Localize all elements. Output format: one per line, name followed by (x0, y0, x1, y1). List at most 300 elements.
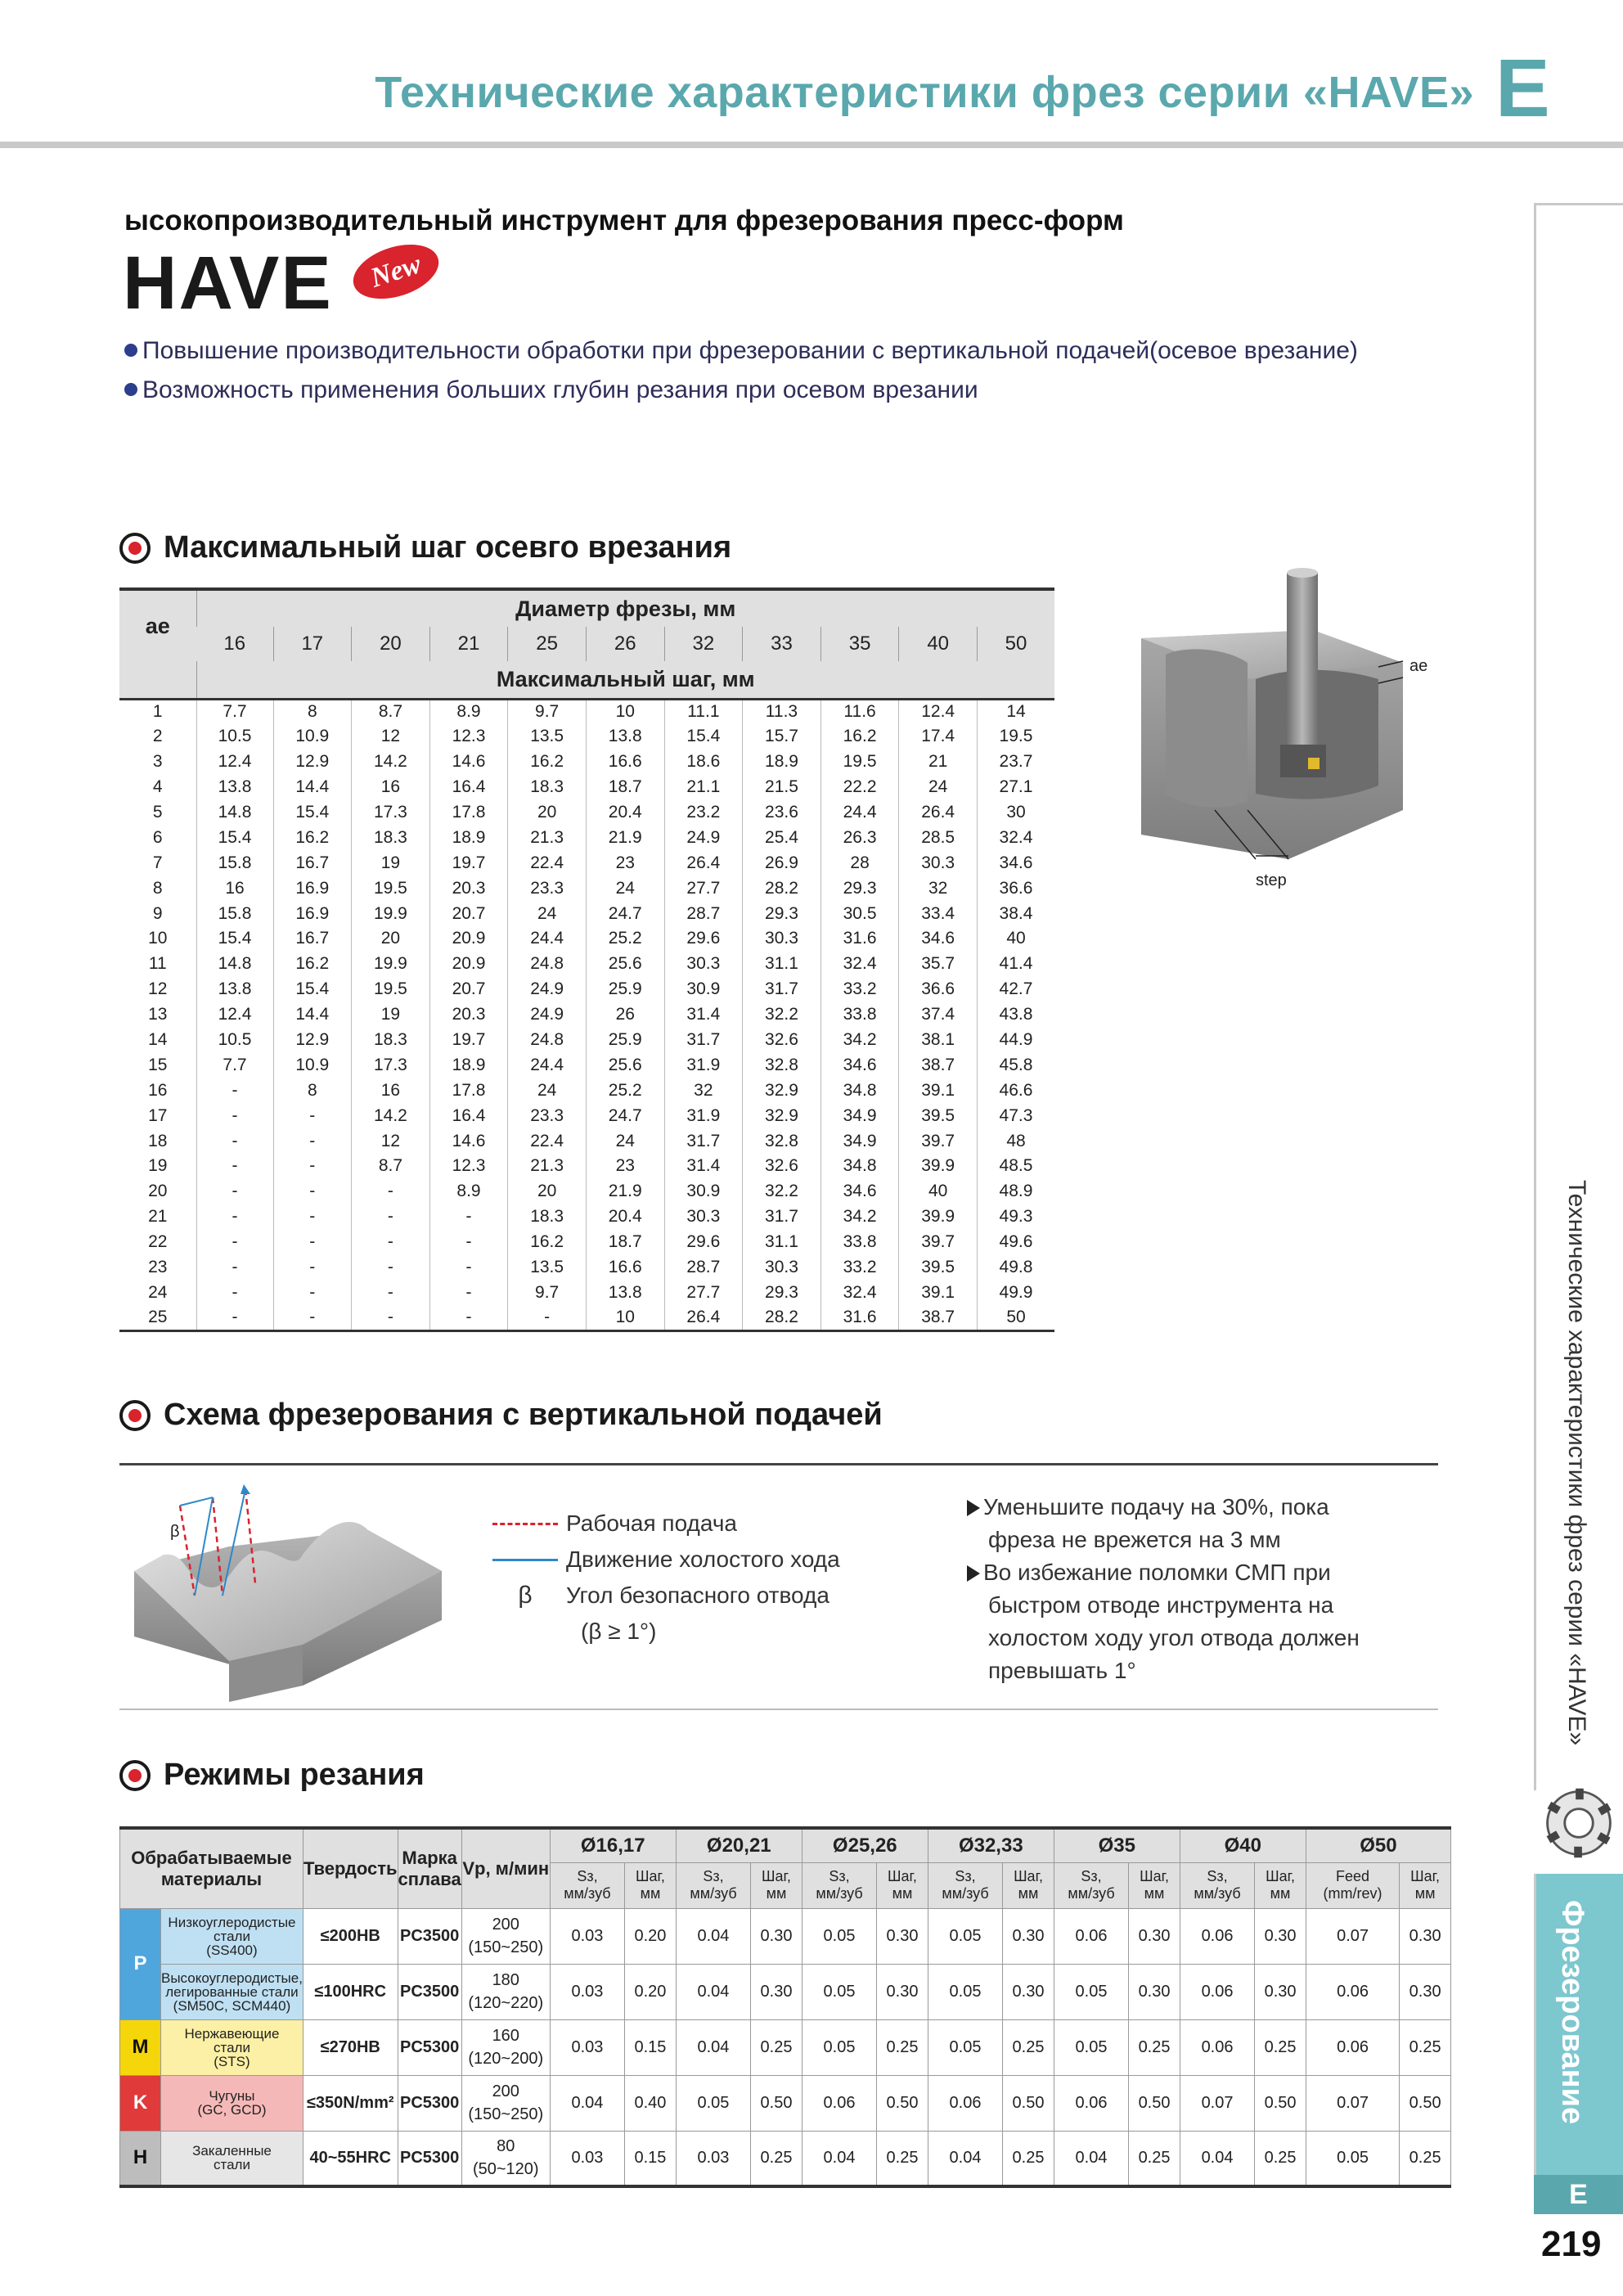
step-value: - (429, 1204, 508, 1230)
ae-value: 7 (152, 853, 163, 872)
diameter-group-header: Ø25,26 (802, 1828, 928, 1862)
table-row (119, 901, 1054, 926)
step-value: 30 (977, 800, 1054, 826)
step-value: 32.8 (743, 1128, 821, 1154)
step-value: 0.50 (1400, 2075, 1451, 2131)
step-value: 38.4 (977, 901, 1054, 926)
step-value: 24.7 (586, 1103, 664, 1128)
step-value: 33.2 (820, 977, 899, 1002)
feature-item: Возможность применения больших глубин резания при осевом врезании (124, 376, 1358, 404)
step-value: 12 (352, 724, 430, 750)
step-value: - (352, 1230, 430, 1255)
feed-value: 0.06 (1180, 1908, 1254, 1964)
step-value: 32.4 (820, 952, 899, 977)
feed-header: Sз, мм/зуб (928, 1862, 1002, 1908)
ae-value: 11 (148, 954, 167, 974)
step-value: 13.8 (196, 775, 273, 800)
step-value: - (429, 1305, 508, 1330)
feed-header: Sз, мм/зуб (676, 1862, 750, 1908)
step-value: 9.7 (508, 1280, 587, 1305)
table-row (119, 699, 1054, 724)
step-value: 37.4 (899, 1002, 978, 1028)
step-value: 10 (586, 699, 664, 724)
hardness-header: Твердость (303, 1828, 398, 1908)
table-row (119, 876, 1054, 901)
step-value: 31.7 (743, 977, 821, 1002)
step-value: 8 (273, 1078, 352, 1103)
diameter-group-header: Ø16,17 (550, 1828, 676, 1862)
step-value: 49.9 (977, 1280, 1054, 1305)
step-value: 16.6 (586, 750, 664, 775)
step-value: 35.7 (899, 952, 978, 977)
step-header: Шаг, мм (1003, 1862, 1054, 1908)
scheme-heading: Схема фрезерования с вертикальной подачей (119, 1398, 883, 1433)
table-row (120, 1908, 1451, 1964)
feed-value: 0.06 (1306, 2019, 1399, 2075)
legend-item-rapid: Движение холостого хода (484, 1542, 840, 1578)
step-header: Шаг, мм (625, 1862, 677, 1908)
step-value: 14.2 (352, 750, 430, 775)
step-value: 32.6 (743, 1028, 821, 1053)
step-value: 19.5 (352, 977, 430, 1002)
step-value: 0.30 (1255, 1908, 1306, 1964)
step-value: 13.8 (586, 1280, 664, 1305)
feed-value: 0.07 (1306, 2075, 1399, 2131)
material-cell: Низкоуглеродистые стали (SS400) (161, 1908, 303, 1964)
material-cell: Закаленные стали (161, 2131, 303, 2186)
step-value: 13.8 (586, 724, 664, 750)
diameter-col-header: 35 (820, 627, 899, 661)
grade-cell: PC5300 (398, 2075, 461, 2131)
feed-value: 0.03 (676, 2131, 750, 2186)
feed-header: Sз, мм/зуб (802, 1862, 876, 1908)
step-value: 31.7 (743, 1204, 821, 1230)
feed-value: 0.05 (928, 1964, 1002, 2019)
feed-value: 0.06 (1180, 1964, 1254, 2019)
step-value: 32.8 (743, 1052, 821, 1078)
step-value: 47.3 (977, 1103, 1054, 1128)
step-value: 49.3 (977, 1204, 1054, 1230)
step-value: - (352, 1280, 430, 1305)
step-value: 28.7 (664, 1255, 743, 1281)
step-value: 26.9 (743, 850, 821, 876)
step-value: 33.4 (899, 901, 978, 926)
step-value: 16 (196, 876, 273, 901)
diameter-col-header: 32 (664, 627, 743, 661)
step-value: 12.3 (429, 1154, 508, 1179)
ae-value: 20 (148, 1182, 168, 1201)
ae-value: 22 (148, 1232, 168, 1252)
step-value: - (273, 1305, 352, 1330)
step-value: 16.4 (429, 1103, 508, 1128)
diameter-header: Диаметр фрезы, мм (196, 589, 1054, 627)
step-value: 0.25 (751, 2019, 803, 2075)
axial-step-illustration (1133, 565, 1428, 900)
triangle-bullet-icon (967, 1500, 980, 1516)
cutting-modes-table (119, 1826, 1451, 2188)
feed-value: 0.05 (802, 2019, 876, 2075)
step-value: 24 (899, 775, 978, 800)
ae-value: 13 (148, 1005, 168, 1024)
scheme-divider (119, 1463, 1438, 1465)
step-value: 30.3 (664, 952, 743, 977)
diameter-col-header: 17 (273, 627, 352, 661)
target-icon (119, 1400, 151, 1431)
diameter-group-header: Ø20,21 (676, 1828, 802, 1862)
feed-value: 0.05 (928, 1908, 1002, 1964)
header-divider (0, 142, 1623, 148)
step-value: 0.30 (1255, 1964, 1306, 2019)
step-value: 34.6 (977, 850, 1054, 876)
step-value: 16.9 (273, 876, 352, 901)
step-value: - (273, 1128, 352, 1154)
table-row (119, 1204, 1054, 1230)
step-value: 32.9 (743, 1078, 821, 1103)
step-value: 31.9 (664, 1103, 743, 1128)
step-value: 43.8 (977, 1002, 1054, 1028)
table-row (119, 724, 1054, 750)
step-header: Шаг, мм (1129, 1862, 1180, 1908)
step-value: 32.6 (743, 1154, 821, 1179)
feed-value: 0.04 (928, 2131, 1002, 2186)
step-value: 38.7 (899, 1052, 978, 1078)
step-value: 40 (899, 1179, 978, 1204)
feed-value: 0.05 (1054, 2019, 1128, 2075)
feed-value: 0.03 (550, 1964, 624, 2019)
step-value: 25.9 (586, 977, 664, 1002)
step-value: 21.9 (586, 825, 664, 850)
step-value: 26.4 (664, 1305, 743, 1330)
section-tab-letter: E (1534, 2175, 1623, 2214)
step-header: Шаг, мм (1400, 1862, 1451, 1908)
step-value: - (429, 1280, 508, 1305)
target-icon (119, 533, 151, 564)
step-value: 23 (586, 1154, 664, 1179)
step-value: - (196, 1305, 273, 1330)
legend-item-feed: Рабочая подача (484, 1506, 840, 1542)
step-value: 21.1 (664, 775, 743, 800)
feed-value: 0.03 (550, 1908, 624, 1964)
feed-value: 0.05 (802, 1908, 876, 1964)
step-value: 26.4 (899, 800, 978, 826)
bullet-icon (124, 344, 137, 357)
table-row (119, 1154, 1054, 1179)
step-value: 34.9 (820, 1103, 899, 1128)
step-value: 28.2 (743, 876, 821, 901)
ae-value: 14 (148, 1030, 168, 1050)
step-value: 32.9 (743, 1103, 821, 1128)
step-value: 39.7 (899, 1230, 978, 1255)
table-row (119, 750, 1054, 775)
diameter-col-header: 40 (899, 627, 978, 661)
step-value: 32 (899, 876, 978, 901)
step-value: 16.6 (586, 1255, 664, 1281)
step-value: 49.6 (977, 1230, 1054, 1255)
material-header: Обрабатываемые материалы (120, 1828, 303, 1908)
feed-value: 0.06 (1054, 1908, 1128, 1964)
step-value: 24 (586, 876, 664, 901)
iso-group-badge: M (120, 2019, 161, 2075)
step-value: 24 (586, 1128, 664, 1154)
hardness-cell: ≤270HB (303, 2019, 398, 2075)
step-value: 16.2 (820, 724, 899, 750)
step-value: 18.3 (508, 1204, 587, 1230)
scheme-bottom-divider (119, 1708, 1438, 1710)
step-value: - (273, 1154, 352, 1179)
step-value: - (196, 1103, 273, 1128)
vp-cell: 200 (150~250) (461, 1908, 550, 1964)
step-value: 0.30 (1003, 1908, 1054, 1964)
step-value: - (196, 1230, 273, 1255)
step-value: 21.5 (743, 775, 821, 800)
feed-value: 0.07 (1180, 2075, 1254, 2131)
step-value: 0.25 (1129, 2131, 1180, 2186)
step-value: 0.25 (1255, 2019, 1306, 2075)
step-value: - (196, 1128, 273, 1154)
step-value: - (196, 1280, 273, 1305)
table-row (119, 850, 1054, 876)
feed-value: 0.06 (1306, 1964, 1399, 2019)
step-value: 0.20 (625, 1964, 677, 2019)
step-value: 16 (352, 775, 430, 800)
step-value: 49.8 (977, 1255, 1054, 1281)
step-value: 38.1 (899, 1028, 978, 1053)
ae-value: 15 (148, 1055, 168, 1074)
target-icon (119, 1760, 151, 1791)
diameter-col-header: 21 (429, 627, 508, 661)
step-value: 18.9 (429, 1052, 508, 1078)
table-row (119, 1305, 1054, 1330)
feed-value: 0.03 (550, 2019, 624, 2075)
ae-value: 23 (148, 1258, 168, 1277)
step-value: 0.50 (877, 2075, 928, 2131)
feed-value: 0.04 (676, 2019, 750, 2075)
feature-item: Повышение производительности обработки при фрезеровании с вертикальной подачей(осевое врезание) (124, 337, 1358, 365)
diameter-col-header: 20 (352, 627, 430, 661)
step-value: 24 (508, 1078, 587, 1103)
step-value: 16.7 (273, 850, 352, 876)
ae-value: 5 (152, 803, 163, 822)
step-value: 39.1 (899, 1280, 978, 1305)
step-value: 16 (352, 1078, 430, 1103)
step-value: 19.5 (977, 724, 1054, 750)
step-value: 18.7 (586, 1230, 664, 1255)
step-value: 30.5 (820, 901, 899, 926)
ae-value: 19 (148, 1156, 168, 1176)
step-value: 0.40 (625, 2075, 677, 2131)
diameter-group-header: Ø32,33 (928, 1828, 1054, 1862)
step-value: 16.2 (508, 750, 587, 775)
step-value: 24.9 (664, 825, 743, 850)
step-value: 14.6 (429, 1128, 508, 1154)
step-value: 7.7 (196, 1052, 273, 1078)
step-value: 15.4 (273, 800, 352, 826)
step-value: 31.1 (743, 1230, 821, 1255)
step-value: 0.30 (751, 1908, 803, 1964)
intro-subtitle: ысокопроизводительный инструмент для фрезерования пресс-форм (124, 205, 1124, 236)
step-value: 18.9 (429, 825, 508, 850)
step-value: 21.3 (508, 825, 587, 850)
step-value: 33.2 (820, 1255, 899, 1281)
step-value: 19 (352, 1002, 430, 1028)
step-value: 0.25 (1003, 2019, 1054, 2075)
step-value: 0.50 (1255, 2075, 1306, 2131)
step-value: 48.5 (977, 1154, 1054, 1179)
step-value: 18.9 (743, 750, 821, 775)
table-row (119, 1028, 1054, 1053)
diameter-col-header: 33 (743, 627, 821, 661)
step-value: 28.7 (664, 901, 743, 926)
vp-cell: 200 (150~250) (461, 2075, 550, 2131)
step-value: 23.7 (977, 750, 1054, 775)
step-value: 20 (508, 800, 587, 826)
step-value: 12.9 (273, 750, 352, 775)
feed-value: 0.05 (802, 1964, 876, 2019)
step-value: 48 (977, 1128, 1054, 1154)
step-value: 20.3 (429, 1002, 508, 1028)
feed-value: 0.04 (1180, 2131, 1254, 2186)
step-value: 24.8 (508, 1028, 587, 1053)
step-value: 16.9 (273, 901, 352, 926)
step-value: 12.4 (899, 699, 978, 724)
ae-value: 25 (119, 1305, 196, 1330)
step-value: 32.4 (977, 825, 1054, 850)
step-value: 15.4 (196, 825, 273, 850)
ae-value: 17 (148, 1105, 168, 1125)
step-value: 44.9 (977, 1028, 1054, 1053)
step-value: 48.9 (977, 1179, 1054, 1204)
section-letter: E (1495, 43, 1550, 134)
step-value: 18.3 (508, 775, 587, 800)
step-value: 39.9 (899, 1204, 978, 1230)
step-value: 25.2 (586, 926, 664, 952)
feed-value: 0.06 (928, 2075, 1002, 2131)
table-row (120, 2131, 1451, 2186)
ae-value: 9 (152, 903, 163, 923)
step-value: 20.4 (586, 1204, 664, 1230)
hardness-cell: ≤350N/mm² (303, 2075, 398, 2131)
step-value: 15.7 (743, 724, 821, 750)
step-value: 36.6 (977, 876, 1054, 901)
beta-label: β (170, 1523, 180, 1541)
step-value: 23.3 (508, 1103, 587, 1128)
step-value: - (429, 1230, 508, 1255)
step-value: 15.4 (664, 724, 743, 750)
ae-label: ae (1409, 657, 1428, 675)
step-value: 30.3 (743, 1255, 821, 1281)
step-header: Шаг, мм (1255, 1862, 1306, 1908)
step-value: 14.8 (196, 952, 273, 977)
hardness-cell: ≤200HB (303, 1908, 398, 1964)
diameter-group-header: Ø40 (1180, 1828, 1306, 1862)
ae-value: 16 (148, 1080, 168, 1100)
step-value: 25.2 (586, 1078, 664, 1103)
step-value: 17.8 (429, 1078, 508, 1103)
step-value: - (352, 1305, 430, 1330)
grade-cell: PC3500 (398, 1964, 461, 2019)
step-value: - (196, 1078, 273, 1103)
step-value: 10 (586, 1305, 664, 1330)
step-value: 19.5 (352, 876, 430, 901)
step-value: 20.4 (586, 800, 664, 826)
sidebar-top-border (1534, 203, 1623, 205)
step-value: - (196, 1255, 273, 1281)
step-header: Шаг, мм (751, 1862, 803, 1908)
step-value: 31.6 (820, 926, 899, 952)
table-row (119, 825, 1054, 850)
step-value: 13.5 (508, 724, 587, 750)
table-row (119, 1078, 1054, 1103)
feed-value: 0.07 (1306, 1908, 1399, 1964)
step-value: 24.9 (508, 977, 587, 1002)
step-value: 34.6 (899, 926, 978, 952)
step-value: 0.15 (625, 2019, 677, 2075)
material-cell: Чугуны (GC, GCD) (161, 2075, 303, 2131)
step-value: 8.9 (429, 1179, 508, 1204)
step-value: 15.4 (196, 926, 273, 952)
step-value: 0.30 (1003, 1964, 1054, 2019)
ae-value: 21 (148, 1207, 168, 1227)
table-row (119, 1052, 1054, 1078)
step-value: 0.20 (625, 1908, 677, 1964)
step-header: Максимальный шаг, мм (196, 661, 1054, 699)
table-row (119, 952, 1054, 977)
step-value: - (273, 1255, 352, 1281)
step-value: - (196, 1179, 273, 1204)
diameter-col-header: 26 (586, 627, 664, 661)
step-value: 11.6 (820, 699, 899, 724)
step-value: 11.3 (743, 699, 821, 724)
ae-value: 24 (148, 1282, 168, 1302)
step-value: 20.7 (429, 901, 508, 926)
feature-list (124, 337, 1358, 416)
step-value: 26 (586, 1002, 664, 1028)
step-value: 0.30 (877, 1964, 928, 2019)
step-value: 20.7 (429, 977, 508, 1002)
step-value: 24 (508, 901, 587, 926)
step-value: 34.8 (820, 1154, 899, 1179)
table-row (120, 1964, 1451, 2019)
sidebar-title: Технические характеристики фрез серии «HAVE» (1563, 1180, 1590, 1746)
feed-value: 0.04 (550, 2075, 624, 2131)
step-value: 25.6 (586, 1052, 664, 1078)
step-value: 28.5 (899, 825, 978, 850)
step-value: 11.1 (664, 699, 743, 724)
step-value: 30.9 (664, 977, 743, 1002)
step-value: 19.5 (820, 750, 899, 775)
step-value: 27.1 (977, 775, 1054, 800)
step-value: 34.6 (820, 1179, 899, 1204)
step-value: - (196, 1204, 273, 1230)
step-value: - (508, 1305, 587, 1330)
ae-value: 8 (152, 878, 163, 898)
step-value: 42.7 (977, 977, 1054, 1002)
step-value: 30.3 (664, 1204, 743, 1230)
step-value: 17.4 (899, 724, 978, 750)
step-value: 20 (508, 1179, 587, 1204)
step-value: 23.3 (508, 876, 587, 901)
new-badge (345, 239, 443, 308)
step-value: 28.2 (743, 1305, 821, 1330)
step-value: 16.2 (508, 1230, 587, 1255)
diameter-col-header: 50 (977, 627, 1054, 661)
step-value: 50 (977, 1305, 1054, 1330)
step-value: 0.25 (877, 2131, 928, 2186)
hardness-cell: ≤100HRC (303, 1964, 398, 2019)
step-value: 12.4 (196, 750, 273, 775)
step-value: 15.8 (196, 901, 273, 926)
step-value: 20.3 (429, 876, 508, 901)
